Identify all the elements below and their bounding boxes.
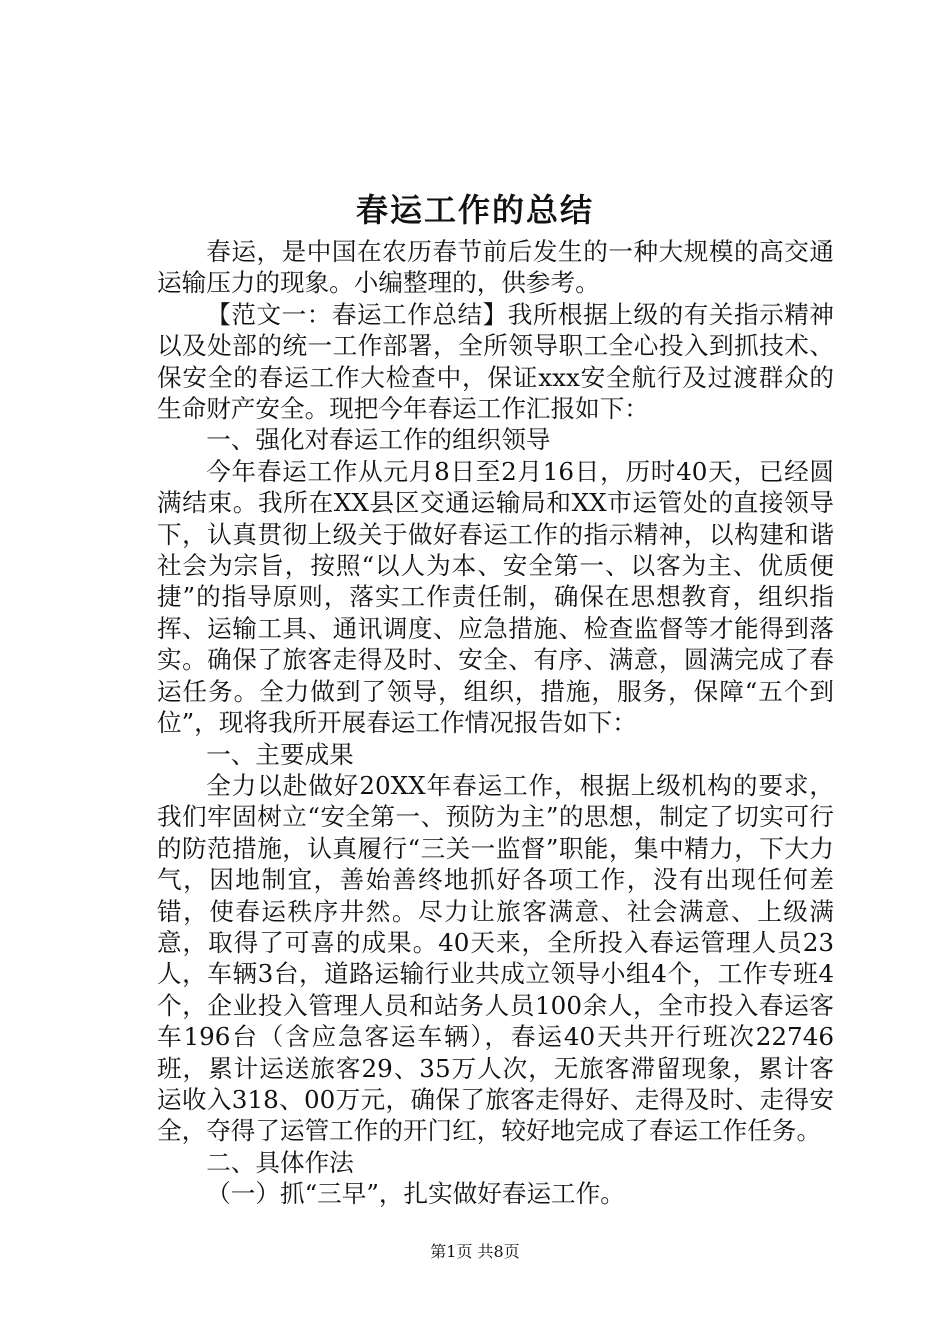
paragraph-subsection-one: （一）抓“三早”，扎实做好春运工作。	[206, 1179, 625, 1209]
section-heading-organization: 一、强化对春运工作的组织领导	[206, 425, 551, 455]
page-number-footer: 第1页 共8页	[430, 1242, 520, 1261]
section-heading-results: 一、主要成果	[206, 739, 354, 769]
section-heading-methods: 二、具体作法	[206, 1147, 354, 1177]
paragraph-sample-one: 【范文一：春运工作总结】我所根据上级的有关指示精神以及处部的统一工作部署，全所领导职工全心投入到抓技术、保安全的春运工作大检查中，保证xxx安全航行及过渡群众的生命财产安全。现把今年春运工作汇报如下：	[157, 299, 834, 424]
document-title: 春运工作的总结	[355, 191, 594, 229]
paragraph-organization: 今年春运工作从元月8日至2月16日，历时40天，已经圆满结束。我所在XX县区交通运输局和XX市运管处的直接领导下，认真贯彻上级关于做好春运工作的指示精神，以构建和谐社会为宗旨，按照“以人为本、安全第一、以客为主、优质便捷”的指导原则，落实工作责任制，确保在思想教育，组织指挥、运输工具、通讯调度、应急措施、检查监督等才能得到落实。确保了旅客走得及时、安全、有序、满意，圆满完成了春运任务。全力做到了领导，组织，措施，服务，保障“五个到位”，现将我所开展春运工作情况报告如下：	[157, 456, 834, 738]
paragraph-intro: 春运，是中国在农历春节前后发生的一种大规模的高交通运输压力的现象。小编整理的，供参考。	[157, 237, 834, 298]
document-body	[157, 236, 834, 1210]
paragraph-results: 全力以赴做好20XX年春运工作，根据上级机构的要求，我们牢固树立“安全第一、预防为主”的思想，制定了切实可行的防范措施，认真履行“三关一监督”职能，集中精力，下大力气，因地制宜，善始善终地抓好各项工作，没有出现任何差错，使春运秩序井然。尽力让旅客满意、社会满意、上级满意，取得了可喜的成果。40天来，全所投入春运管理人员23人，车辆3台，道路运输行业共成立领导小组4个，工作专班4个，企业投入管理人员和站务人员100余人，全市投入春运客车196台（含应急客运车辆），春运40天共开行班次22746班，累计运送旅客29、35万人次，无旅客滞留现象，累计客运收入318、00万元，确保了旅客走得好、走得及时、走得安全，夺得了运管工作的开门红，较好地完成了春运工作任务。	[157, 770, 834, 1146]
